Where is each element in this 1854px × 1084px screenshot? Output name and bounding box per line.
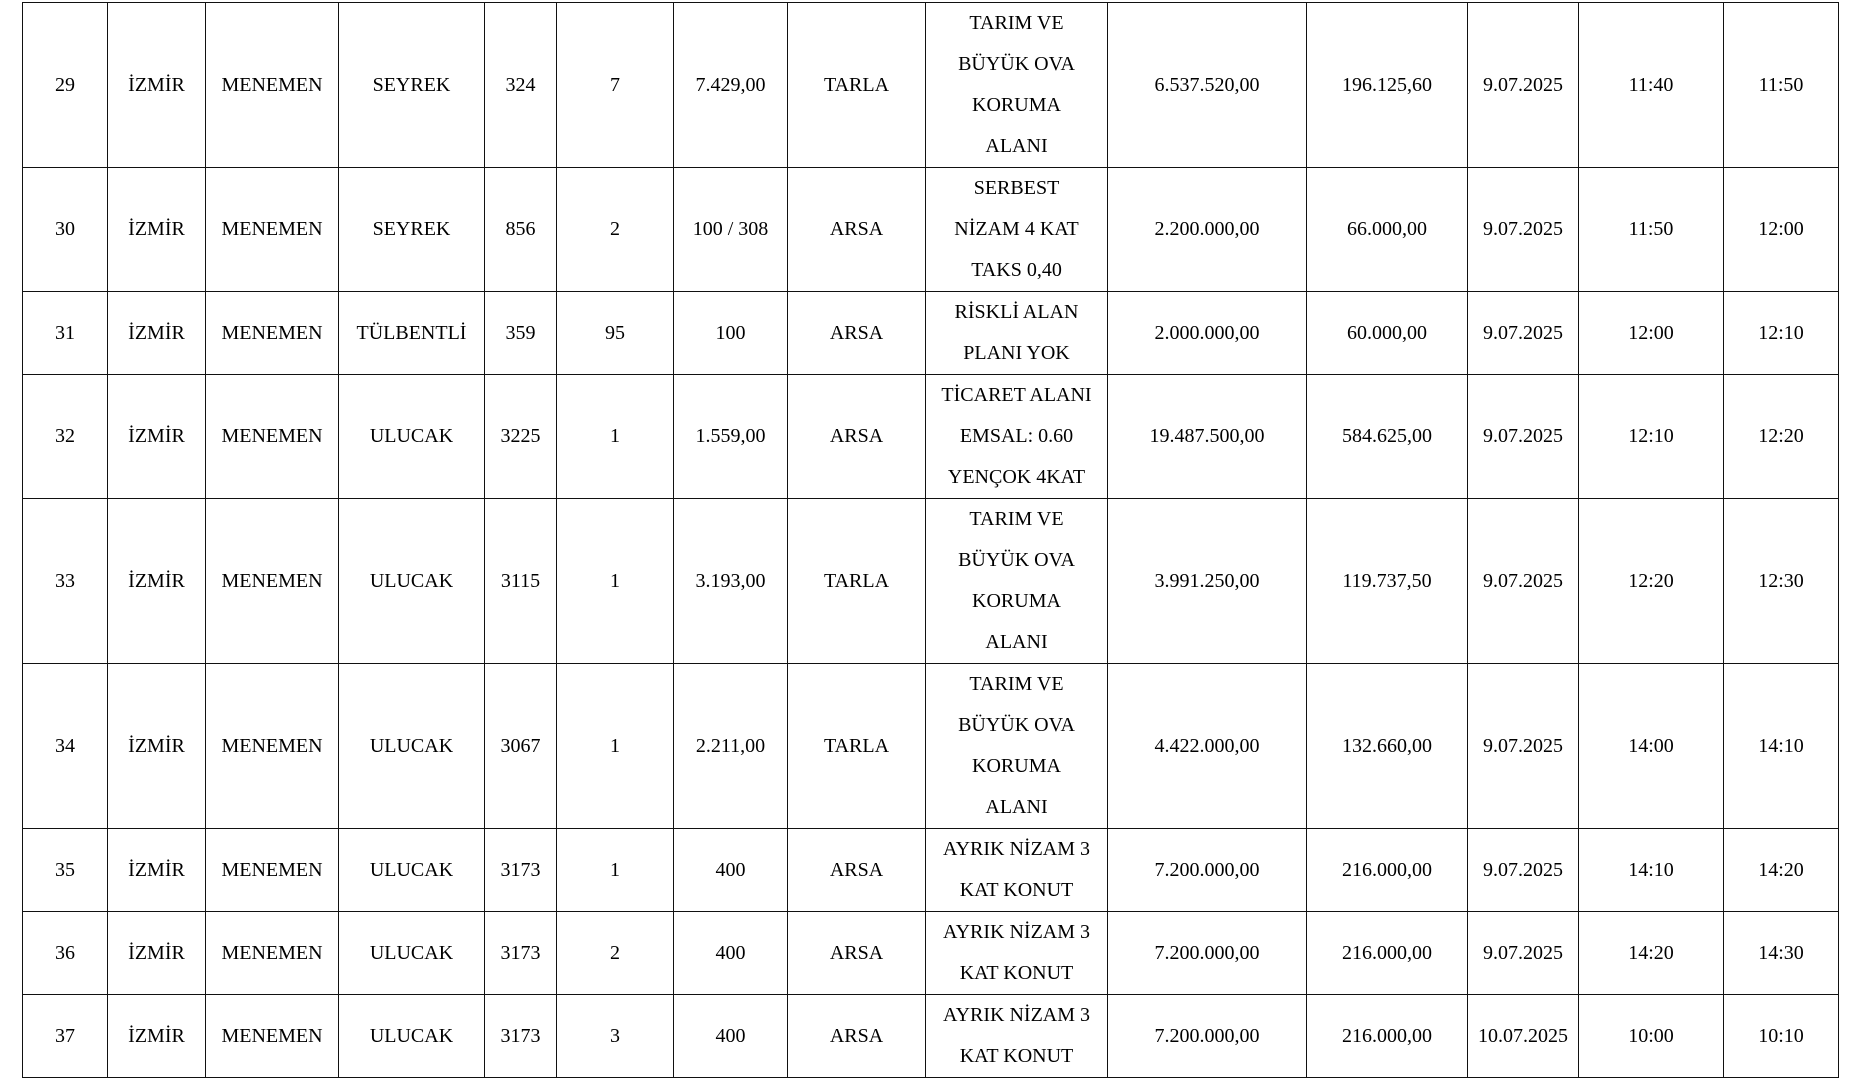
auction-date-cell: 9.07.2025: [1468, 3, 1579, 168]
description-line: AYRIK NİZAM 3: [942, 1004, 1091, 1026]
end-time-cell: 14:20: [1724, 829, 1839, 912]
province-cell: İZMİR: [108, 912, 206, 995]
area-cell: 3.193,00: [674, 499, 788, 664]
property-type-cell: ARSA: [788, 912, 926, 995]
neighborhood-cell: ULUCAK: [339, 664, 485, 829]
start-time-cell: 14:10: [1579, 829, 1724, 912]
description-line: TARIM VE: [969, 508, 1064, 530]
area-cell: 400: [674, 829, 788, 912]
estimated-value-cell: 3.991.250,00: [1108, 499, 1307, 664]
deposit-cell: 119.737,50: [1307, 499, 1468, 664]
estimated-value-cell: 2.000.000,00: [1108, 292, 1307, 375]
description-line: ALANI: [985, 135, 1048, 157]
area-cell: 1.559,00: [674, 375, 788, 499]
area-cell: 100: [674, 292, 788, 375]
estimated-value-cell: 7.200.000,00: [1108, 912, 1307, 995]
description-line: EMSAL: 0.60: [959, 425, 1074, 447]
property-type-cell: ARSA: [788, 829, 926, 912]
description-line: TARIM VE: [969, 673, 1064, 695]
table-row: [23, 375, 1839, 499]
province-cell: İZMİR: [108, 995, 206, 1078]
start-time-cell: 12:20: [1579, 499, 1724, 664]
property-type-cell: TARLA: [788, 664, 926, 829]
description-line: KAT KONUT: [959, 879, 1074, 901]
estimated-value-cell: 7.200.000,00: [1108, 829, 1307, 912]
district-cell: MENEMEN: [206, 664, 339, 829]
block-number-cell: 3173: [485, 829, 557, 912]
auction-date-cell: 10.07.2025: [1468, 995, 1579, 1078]
deposit-cell: 216.000,00: [1307, 995, 1468, 1078]
deposit-cell: 196.125,60: [1307, 3, 1468, 168]
property-type-cell: TARLA: [788, 499, 926, 664]
estimated-value-cell: 2.200.000,00: [1108, 168, 1307, 292]
district-cell: MENEMEN: [206, 912, 339, 995]
auction-date-cell: 9.07.2025: [1468, 664, 1579, 829]
row-number-cell: 37: [23, 995, 108, 1078]
row-number-cell: 36: [23, 912, 108, 995]
start-time-cell: 14:00: [1579, 664, 1724, 829]
area-cell: 7.429,00: [674, 3, 788, 168]
end-time-cell: 11:50: [1724, 3, 1839, 168]
description-line: KAT KONUT: [959, 1045, 1074, 1067]
description-cell: [926, 829, 1108, 912]
start-time-cell: 11:50: [1579, 168, 1724, 292]
description-line: AYRIK NİZAM 3: [942, 921, 1091, 943]
estimated-value-cell: 19.487.500,00: [1108, 375, 1307, 499]
property-type-cell: ARSA: [788, 375, 926, 499]
table-row: [23, 664, 1839, 829]
neighborhood-cell: ULUCAK: [339, 499, 485, 664]
description-line: KORUMA: [972, 590, 1061, 612]
description-cell: [926, 3, 1108, 168]
auction-date-cell: 9.07.2025: [1468, 375, 1579, 499]
province-cell: İZMİR: [108, 375, 206, 499]
description-line: TARIM VE: [969, 12, 1064, 34]
end-time-cell: 12:10: [1724, 292, 1839, 375]
description-line: ALANI: [985, 796, 1048, 818]
end-time-cell: 12:30: [1724, 499, 1839, 664]
neighborhood-cell: ULUCAK: [339, 995, 485, 1078]
parcel-number-cell: 3: [557, 995, 674, 1078]
description-cell: [926, 375, 1108, 499]
neighborhood-cell: SEYREK: [339, 168, 485, 292]
description-line: KORUMA: [972, 94, 1061, 116]
block-number-cell: 3225: [485, 375, 557, 499]
description-line: BÜYÜK OVA: [958, 714, 1075, 736]
start-time-cell: 11:40: [1579, 3, 1724, 168]
description-cell: [926, 168, 1108, 292]
parcel-number-cell: 7: [557, 3, 674, 168]
end-time-cell: 12:00: [1724, 168, 1839, 292]
deposit-cell: 60.000,00: [1307, 292, 1468, 375]
end-time-cell: 14:10: [1724, 664, 1839, 829]
description-line: BÜYÜK OVA: [958, 53, 1075, 75]
deposit-cell: 584.625,00: [1307, 375, 1468, 499]
estimated-value-cell: 7.200.000,00: [1108, 995, 1307, 1078]
description-line: BÜYÜK OVA: [958, 549, 1075, 571]
auction-date-cell: 9.07.2025: [1468, 829, 1579, 912]
description-line: RİSKLİ ALAN: [954, 301, 1079, 323]
deposit-cell: 132.660,00: [1307, 664, 1468, 829]
province-cell: İZMİR: [108, 3, 206, 168]
auction-date-cell: 9.07.2025: [1468, 912, 1579, 995]
property-type-cell: ARSA: [788, 292, 926, 375]
neighborhood-cell: SEYREK: [339, 3, 485, 168]
description-line: NİZAM 4 KAT: [954, 218, 1079, 240]
area-cell: 400: [674, 995, 788, 1078]
description-line: KORUMA: [972, 755, 1061, 777]
district-cell: MENEMEN: [206, 995, 339, 1078]
start-time-cell: 12:00: [1579, 292, 1724, 375]
description-line: AYRIK NİZAM 3: [942, 838, 1091, 860]
table-row: [23, 3, 1839, 168]
auction-table: [22, 2, 1839, 1078]
table-row: [23, 292, 1839, 375]
row-number-cell: 29: [23, 3, 108, 168]
block-number-cell: 359: [485, 292, 557, 375]
block-number-cell: 324: [485, 3, 557, 168]
table-row: [23, 499, 1839, 664]
neighborhood-cell: TÜLBENTLİ: [339, 292, 485, 375]
estimated-value-cell: 6.537.520,00: [1108, 3, 1307, 168]
neighborhood-cell: ULUCAK: [339, 829, 485, 912]
district-cell: MENEMEN: [206, 375, 339, 499]
start-time-cell: 10:00: [1579, 995, 1724, 1078]
description-line: TAKS 0,40: [971, 259, 1062, 281]
row-number-cell: 35: [23, 829, 108, 912]
start-time-cell: 12:10: [1579, 375, 1724, 499]
auction-date-cell: 9.07.2025: [1468, 499, 1579, 664]
table-row: [23, 829, 1839, 912]
parcel-number-cell: 2: [557, 912, 674, 995]
end-time-cell: 14:30: [1724, 912, 1839, 995]
area-cell: 400: [674, 912, 788, 995]
province-cell: İZMİR: [108, 292, 206, 375]
row-number-cell: 31: [23, 292, 108, 375]
row-number-cell: 34: [23, 664, 108, 829]
auction-date-cell: 9.07.2025: [1468, 292, 1579, 375]
description-line: KAT KONUT: [959, 962, 1074, 984]
start-time-cell: 14:20: [1579, 912, 1724, 995]
block-number-cell: 3173: [485, 995, 557, 1078]
neighborhood-cell: ULUCAK: [339, 912, 485, 995]
description-cell: [926, 664, 1108, 829]
description-line: YENÇOK 4KAT: [947, 466, 1086, 488]
province-cell: İZMİR: [108, 664, 206, 829]
table-body: [23, 3, 1839, 1078]
description-line: SERBEST: [973, 177, 1060, 199]
district-cell: MENEMEN: [206, 829, 339, 912]
property-type-cell: ARSA: [788, 168, 926, 292]
end-time-cell: 10:10: [1724, 995, 1839, 1078]
deposit-cell: 216.000,00: [1307, 829, 1468, 912]
block-number-cell: 3067: [485, 664, 557, 829]
description-line: TİCARET ALANI: [941, 384, 1092, 406]
description-line: PLANI YOK: [963, 342, 1070, 364]
parcel-number-cell: 1: [557, 375, 674, 499]
district-cell: MENEMEN: [206, 168, 339, 292]
district-cell: MENEMEN: [206, 292, 339, 375]
property-type-cell: TARLA: [788, 3, 926, 168]
auction-table-page: [22, 2, 1839, 1078]
parcel-number-cell: 1: [557, 664, 674, 829]
province-cell: İZMİR: [108, 829, 206, 912]
deposit-cell: 216.000,00: [1307, 912, 1468, 995]
description-cell: [926, 912, 1108, 995]
description-line: ALANI: [985, 631, 1048, 653]
description-cell: [926, 995, 1108, 1078]
auction-date-cell: 9.07.2025: [1468, 168, 1579, 292]
table-row: [23, 912, 1839, 995]
description-cell: [926, 499, 1108, 664]
block-number-cell: 3115: [485, 499, 557, 664]
property-type-cell: ARSA: [788, 995, 926, 1078]
district-cell: MENEMEN: [206, 3, 339, 168]
area-cell: 100 / 308: [674, 168, 788, 292]
end-time-cell: 12:20: [1724, 375, 1839, 499]
neighborhood-cell: ULUCAK: [339, 375, 485, 499]
description-cell: [926, 292, 1108, 375]
parcel-number-cell: 95: [557, 292, 674, 375]
block-number-cell: 3173: [485, 912, 557, 995]
province-cell: İZMİR: [108, 168, 206, 292]
table-row: [23, 168, 1839, 292]
deposit-cell: 66.000,00: [1307, 168, 1468, 292]
parcel-number-cell: 1: [557, 829, 674, 912]
block-number-cell: 856: [485, 168, 557, 292]
row-number-cell: 32: [23, 375, 108, 499]
district-cell: MENEMEN: [206, 499, 339, 664]
area-cell: 2.211,00: [674, 664, 788, 829]
row-number-cell: 33: [23, 499, 108, 664]
province-cell: İZMİR: [108, 499, 206, 664]
table-row: [23, 995, 1839, 1078]
estimated-value-cell: 4.422.000,00: [1108, 664, 1307, 829]
row-number-cell: 30: [23, 168, 108, 292]
parcel-number-cell: 1: [557, 499, 674, 664]
parcel-number-cell: 2: [557, 168, 674, 292]
